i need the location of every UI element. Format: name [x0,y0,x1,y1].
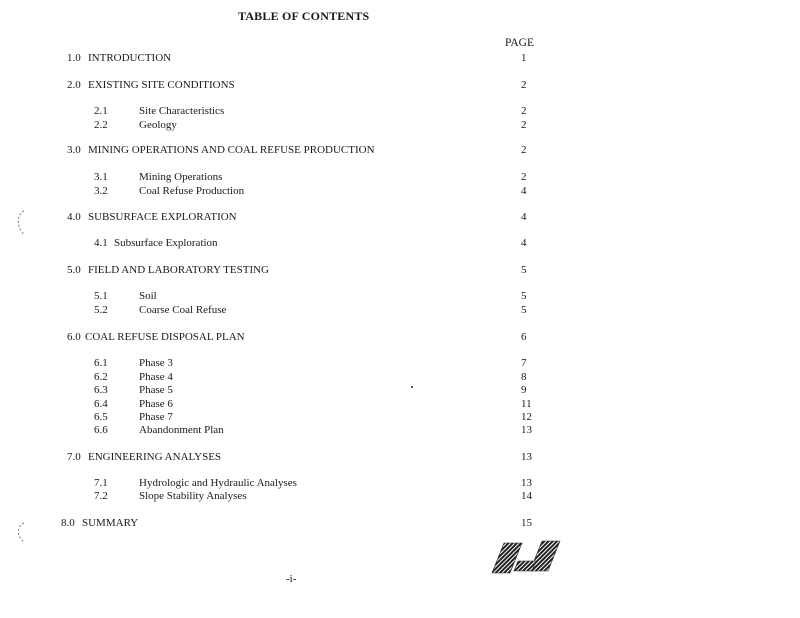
subsection-title: Subsurface Exploration [114,237,218,249]
section-page-number: 6 [521,331,527,343]
subsection-title: Hydrologic and Hydraulic Analyses [139,477,297,489]
subsection-page-number: 13 [521,477,532,489]
subsection-page-number: 5 [521,290,527,302]
subsection-title: Coarse Coal Refuse [139,304,227,316]
subsection-title: Soil [139,290,157,302]
section-title: MINING OPERATIONS AND COAL REFUSE PRODUCTION [88,144,375,156]
section-page-number: 1 [521,52,527,64]
subsection-page-number: 2 [521,119,527,131]
subsection-page-number: 4 [521,237,527,249]
subsection-title: Phase 3 [139,357,173,369]
section-number: 3.0 [67,144,81,156]
section-title: COAL REFUSE DISPOSAL PLAN [85,331,245,343]
subsection-title: Slope Stability Analyses [139,490,247,502]
scan-speck [411,386,413,388]
section-title: INTRODUCTION [88,52,172,64]
subsection-number: 5.2 [94,304,108,316]
subsection-number: 2.2 [94,119,108,131]
subsection-title: Mining Operations [139,171,223,183]
subsection-page-number: 4 [521,185,527,197]
section-title: EXISTING SITE CONDITIONS [88,79,235,91]
section-page-number: 5 [521,264,527,276]
subsection-number: 6.1 [94,357,108,369]
subsection-number: 4.1 [94,237,108,249]
subsection-number: 7.2 [94,490,108,502]
subsection-number: 6.4 [94,398,108,410]
subsection-title: Phase 6 [139,398,173,410]
section-number: 1.0 [67,52,81,64]
subsection-title: Geology [139,119,177,131]
footer-page-number: -i- [286,573,297,585]
subsection-number: 3.1 [94,171,108,183]
subsection-number: 6.5 [94,411,108,423]
subsection-title: Coal Refuse Production [139,185,245,197]
subsection-title: Phase 7 [139,411,173,423]
page-column-heading: PAGE [505,37,534,49]
section-number: 6.0 [67,331,81,343]
subsection-title: Site Characteristics [139,105,225,117]
section-page-number: 15 [521,517,532,529]
subsection-page-number: 11 [521,398,532,410]
section-number: 4.0 [67,211,81,223]
subsection-number: 7.1 [94,477,108,489]
section-page-number: 2 [521,144,527,156]
company-logo-icon [490,539,562,577]
section-title: SUBSURFACE EXPLORATION [88,211,237,223]
section-page-number: 2 [521,79,527,91]
subsection-page-number: 13 [521,424,532,436]
subsection-number: 6.3 [94,384,108,396]
page-title: TABLE OF CONTENTS [238,9,370,23]
subsection-page-number: 9 [521,384,527,396]
subsection-page-number: 2 [521,171,527,183]
subsection-number: 5.1 [94,290,108,302]
section-number: 5.0 [67,264,81,276]
subsection-number: 2.1 [94,105,108,117]
section-number: 7.0 [67,451,81,463]
subsection-number: 6.2 [94,371,108,383]
section-page-number: 4 [521,211,527,223]
binder-hole-mark-icon [12,520,32,546]
section-title: FIELD AND LABORATORY TESTING [88,264,270,276]
binder-hole-mark-icon [12,208,32,238]
subsection-title: Phase 5 [139,384,173,396]
section-title: SUMMARY [82,517,139,529]
subsection-number: 6.6 [94,424,108,436]
subsection-page-number: 12 [521,411,532,423]
subsection-page-number: 7 [521,357,527,369]
subsection-page-number: 14 [521,490,532,502]
section-page-number: 13 [521,451,532,463]
subsection-page-number: 5 [521,304,527,316]
section-number: 2.0 [67,79,81,91]
section-number: 8.0 [61,517,75,529]
subsection-page-number: 2 [521,105,527,117]
subsection-number: 3.2 [94,185,108,197]
section-title: ENGINEERING ANALYSES [88,451,222,463]
subsection-page-number: 8 [521,371,527,383]
subsection-title: Phase 4 [139,371,173,383]
subsection-title: Abandonment Plan [139,424,224,436]
